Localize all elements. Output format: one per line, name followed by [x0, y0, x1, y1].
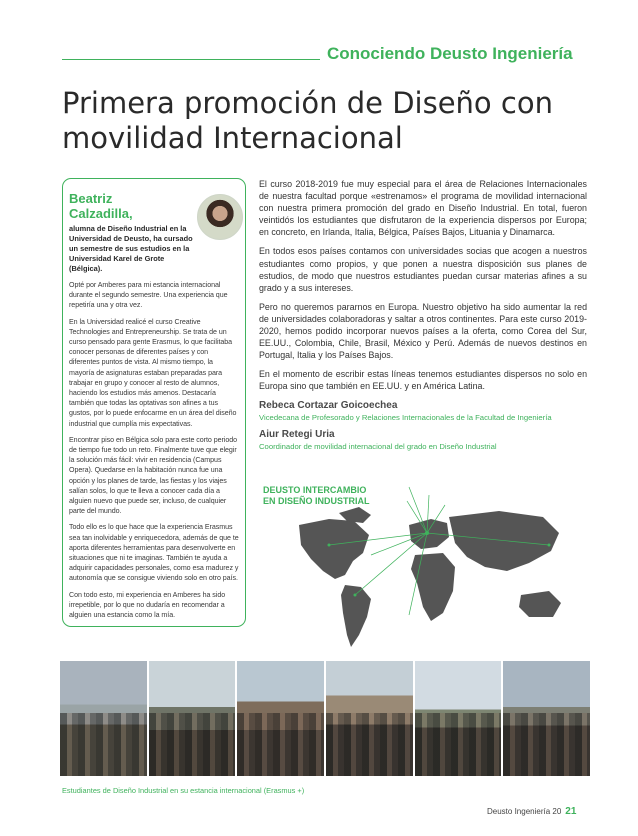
testimonial-paragraph: En la Universidad realicé el curso Creative Technologies and Entrepreneurship. Se trata de un curso pensado para gente Erasmus, lo que facilitaba conocer personas de diferentes países y con diferentes puntos de vista. Al mismo tiempo, la mayoría de asignaturas estaban preparadas para trabajar en grupo y conocer al resto de alumnos, haciendo los estudios más amenos. Destacaría también que todas las optativas son afines a tus gustos, por lo puede enfocarme en un área del diseño industrial que cumplía mis expectativas. — [69, 317, 237, 428]
world-map — [259, 475, 587, 665]
group-photo — [326, 661, 413, 776]
photo-caption: Estudiantes de Diseño Industrial en su estancia internacional (Erasmus +) — [62, 786, 305, 795]
page-title: Primera promoción de Diseño con movilidad Internacional — [62, 86, 553, 155]
group-photo — [60, 661, 147, 776]
landmass-africa — [411, 553, 455, 621]
testimonial-paragraph: Todo ello es lo que hace que la experiencia Erasmus sea tan inolvidable y enriquecedora, además de que te aporta diferentes herramientas para desenvolverte en situaciones que ni te imaginas. También te ayuda a adquirir capacidades personales, como esa madurez y autonomía que se consigue viviendo solo en otro país. — [69, 523, 239, 583]
article-paragraph: Pero no queremos pararnos en Europa. Nuestro objetivo ha sido aumentar la red de universidades colaboradoras y saltar a otros continentes. Para este curso 2019-2020, hemos podido incorporar nuevos países a la oferta, como Corea del Sur, EE.UU., Colombia, Chile, Brasil, México y Perú. Además de nuevos destinos en Portugal, Italia y los Países Bajos. — [259, 301, 587, 361]
article-paragraph: En todos esos países contamos con universidades socias que acogen a nuestros estudiantes como propios, y que ponen a nuestra disposición sus planes de estudios, de modo que nuestros estudiantes puedan cursar materias afines a su grado y a sus intereses. — [259, 246, 587, 293]
map-title-line: EN DISEÑO INDUSTRIAL — [263, 496, 370, 506]
group-photo — [149, 661, 236, 776]
landmass-north-america — [299, 519, 369, 579]
group-photo — [503, 661, 590, 776]
magazine-name: Deusto Ingeniería 20 — [487, 807, 562, 816]
signature-name: Rebeca Cortazar Goicoechea — [259, 399, 398, 411]
signature-name: Aiur Retegi Uria — [259, 428, 335, 440]
photo-strip — [60, 661, 590, 776]
testimonial-paragraph: Con todo esto, mi experiencia en Amberes ha sido irrepetible, por lo que no dudaría en recomendar a alguien una estancia como la mía. — [69, 590, 226, 620]
testimonial-role: alumna de Diseño Industrial en la Universidad de Deusto, ha cursado un semestre de sus estudios en la Universidad Karel de Grote (Bélgica). — [69, 224, 193, 273]
testimonial-box — [62, 178, 246, 627]
article-paragraph: En el momento de escribir estas líneas tenemos estudiantes dispersos no solo en Europa sino que también en EE.UU. y en América Latina. — [259, 369, 587, 392]
header-rule — [62, 59, 320, 60]
avatar — [197, 194, 243, 240]
signature-role: Vicedecana de Profesorado y Relaciones Internacionales de la Facultad de Ingeniería — [259, 412, 552, 422]
article-column — [259, 178, 587, 451]
testimonial-body — [69, 280, 239, 620]
testimonial-name: Beatriz Calzadilla, — [69, 191, 133, 221]
page-footer — [487, 806, 576, 817]
map-title-line: DEUSTO INTERCAMBIO — [263, 485, 367, 495]
article-paragraph: El curso 2018-2019 fue muy especial para el área de Relaciones Internacionales de nuestra facultad porque «estrenamos» el programa de movilidad internacional con nuestra primera promoción del grado en Diseño Industrial. En total, fueron veintidós los estudiantes que disfrutaron de la experiencia dispersos por Europa; en concreto, en Irlanda, Italia, Bélgica, Países Bajos, Lituania y Dinamarca. — [259, 179, 587, 238]
landmass-europe — [409, 519, 449, 549]
group-photo — [237, 661, 324, 776]
testimonial-paragraph: Encontrar piso en Bélgica solo para este corto periodo de tiempo fue todo un reto. Finalmente tuve que elegir la solución más fácil: vivir en residencia (Campus Opera). Quedarse en la habitación nunca fue una opción y los planes de tarde, las fiestas y los viajes salían solos, lo que te lleva a conocer cada día a alguien nuevo que puede ser, incluso, de cualquier parte del mundo. — [69, 435, 238, 516]
group-photo — [415, 661, 502, 776]
landmass-asia — [449, 511, 559, 571]
testimonial-paragraph: Opté por Amberes para mi estancia internacional durante el segundo semestre. Una experiencia que repetiría una y otra vez. — [69, 281, 228, 310]
map-title — [263, 485, 383, 507]
section-title: Conociendo Deusto Ingeniería — [327, 44, 573, 63]
landmass-australia — [519, 591, 561, 617]
page-number: 21 — [565, 806, 577, 817]
signature-role: Coordinador de movilidad internacional del grado en Diseño Industrial — [259, 441, 497, 451]
